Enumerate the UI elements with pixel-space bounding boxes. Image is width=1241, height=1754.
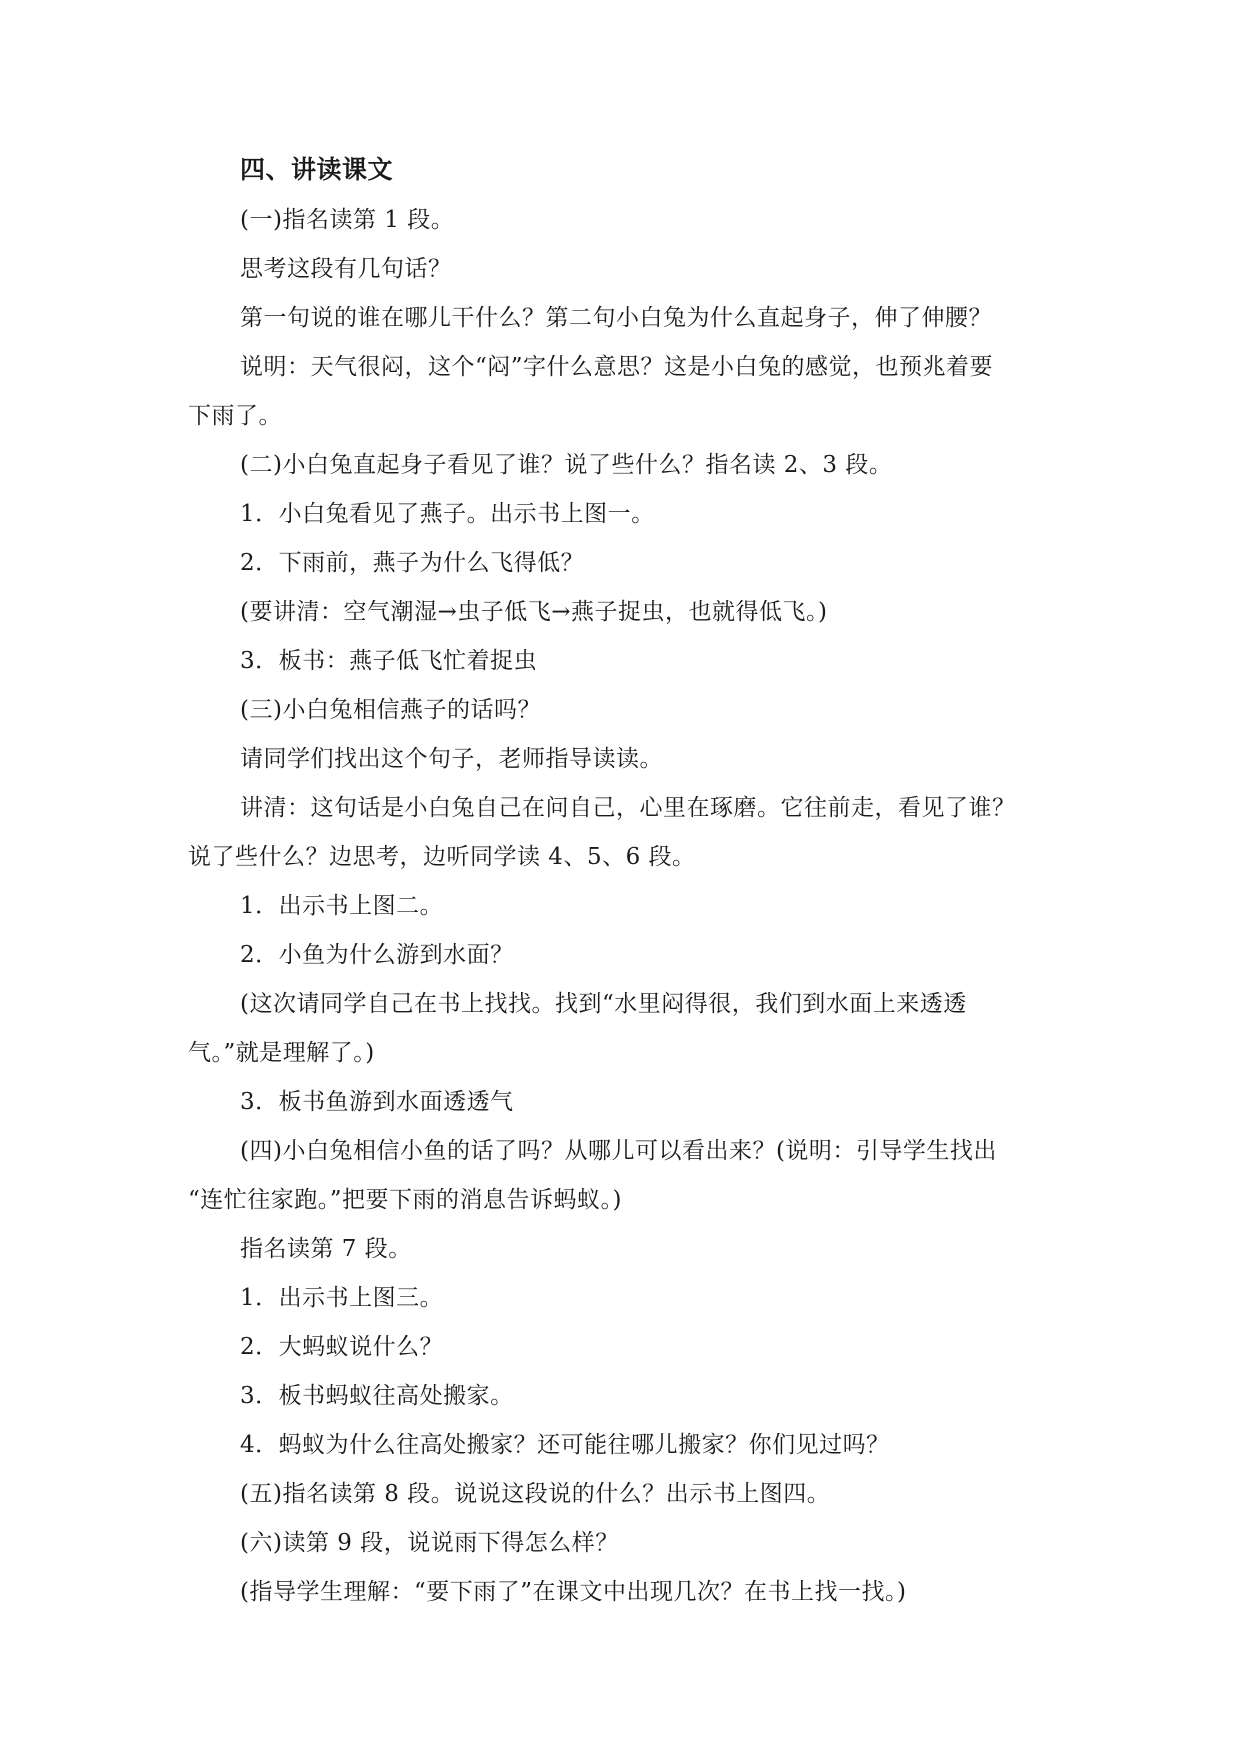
paragraph-line: (六)读第 9 段，说说雨下得怎么样？: [240, 1530, 619, 1556]
paragraph-line: 1．小白兔看见了燕子。出示书上图一。: [240, 501, 655, 527]
paragraph-line: 请同学们找出这个句子，老师指导读读。: [240, 746, 663, 772]
section-heading: 四、讲读课文: [240, 155, 394, 184]
paragraph-line: 1．出示书上图二。: [240, 893, 444, 919]
paragraph-line: (一)指名读第 1 段。: [240, 207, 455, 233]
paragraph-line: 3．板书蚂蚁往高处搬家。: [240, 1383, 514, 1409]
paragraph-line: “连忙往家跑。”把要下雨的消息告诉蚂蚁。): [188, 1187, 622, 1213]
paragraph-line: 指名读第 7 段。: [240, 1236, 412, 1262]
paragraph-line: (四)小白兔相信小鱼的话了吗？从哪儿可以看出来？(说明：引导学生找出: [240, 1138, 997, 1164]
paragraph-line: 4．蚂蚁为什么往高处搬家？还可能往哪儿搬家？你们见过吗？: [240, 1432, 890, 1458]
paragraph-line: 说了些什么？边思考，边听同学读 4、5、6 段。: [188, 844, 696, 870]
paragraph-line: (五)指名读第 8 段。说说这段说的什么？出示书上图四。: [240, 1481, 831, 1507]
paragraph-line: 1．出示书上图三。: [240, 1285, 444, 1311]
paragraph-line: (三)小白兔相信燕子的话吗？: [240, 697, 541, 723]
paragraph-line: 说明：天气很闷，这个“闷”字什么意思？这是小白兔的感觉，也预兆着要: [240, 354, 994, 380]
paragraph-line: 第一句说的谁在哪儿干什么？第二句小白兔为什么直起身子，伸了伸腰？: [240, 305, 992, 331]
paragraph-line: 2．小鱼为什么游到水面？: [240, 942, 514, 968]
paragraph-line: 2．下雨前，燕子为什么飞得低？: [240, 550, 585, 576]
paragraph-line: 3．板书鱼游到水面透透气: [240, 1089, 514, 1115]
paragraph-line: 3．板书：燕子低飞忙着捉虫: [240, 648, 538, 674]
paragraph-line: (指导学生理解：“要下雨了”在课文中出现几次？在书上找一找。): [240, 1579, 907, 1605]
paragraph-line: 气。”就是理解了。): [188, 1040, 375, 1066]
paragraph-line: 2．大蚂蚁说什么？: [240, 1334, 444, 1360]
paragraph-line: 思考这段有几句话？: [240, 256, 452, 282]
paragraph-line: (二)小白兔直起身子看见了谁？说了些什么？指名读 2、3 段。: [240, 452, 893, 478]
paragraph-line: (要讲清：空气潮湿→虫子低飞→燕子捉虫，也就得低飞。): [240, 599, 828, 625]
paragraph-line: 讲清：这句话是小白兔自己在问自己，心里在琢磨。它往前走，看见了谁？: [240, 795, 1016, 821]
paragraph-line: 下雨了。: [188, 403, 282, 429]
paragraph-line: (这次请同学自己在书上找找。找到“水里闷得很，我们到水面上来透透: [240, 991, 967, 1017]
